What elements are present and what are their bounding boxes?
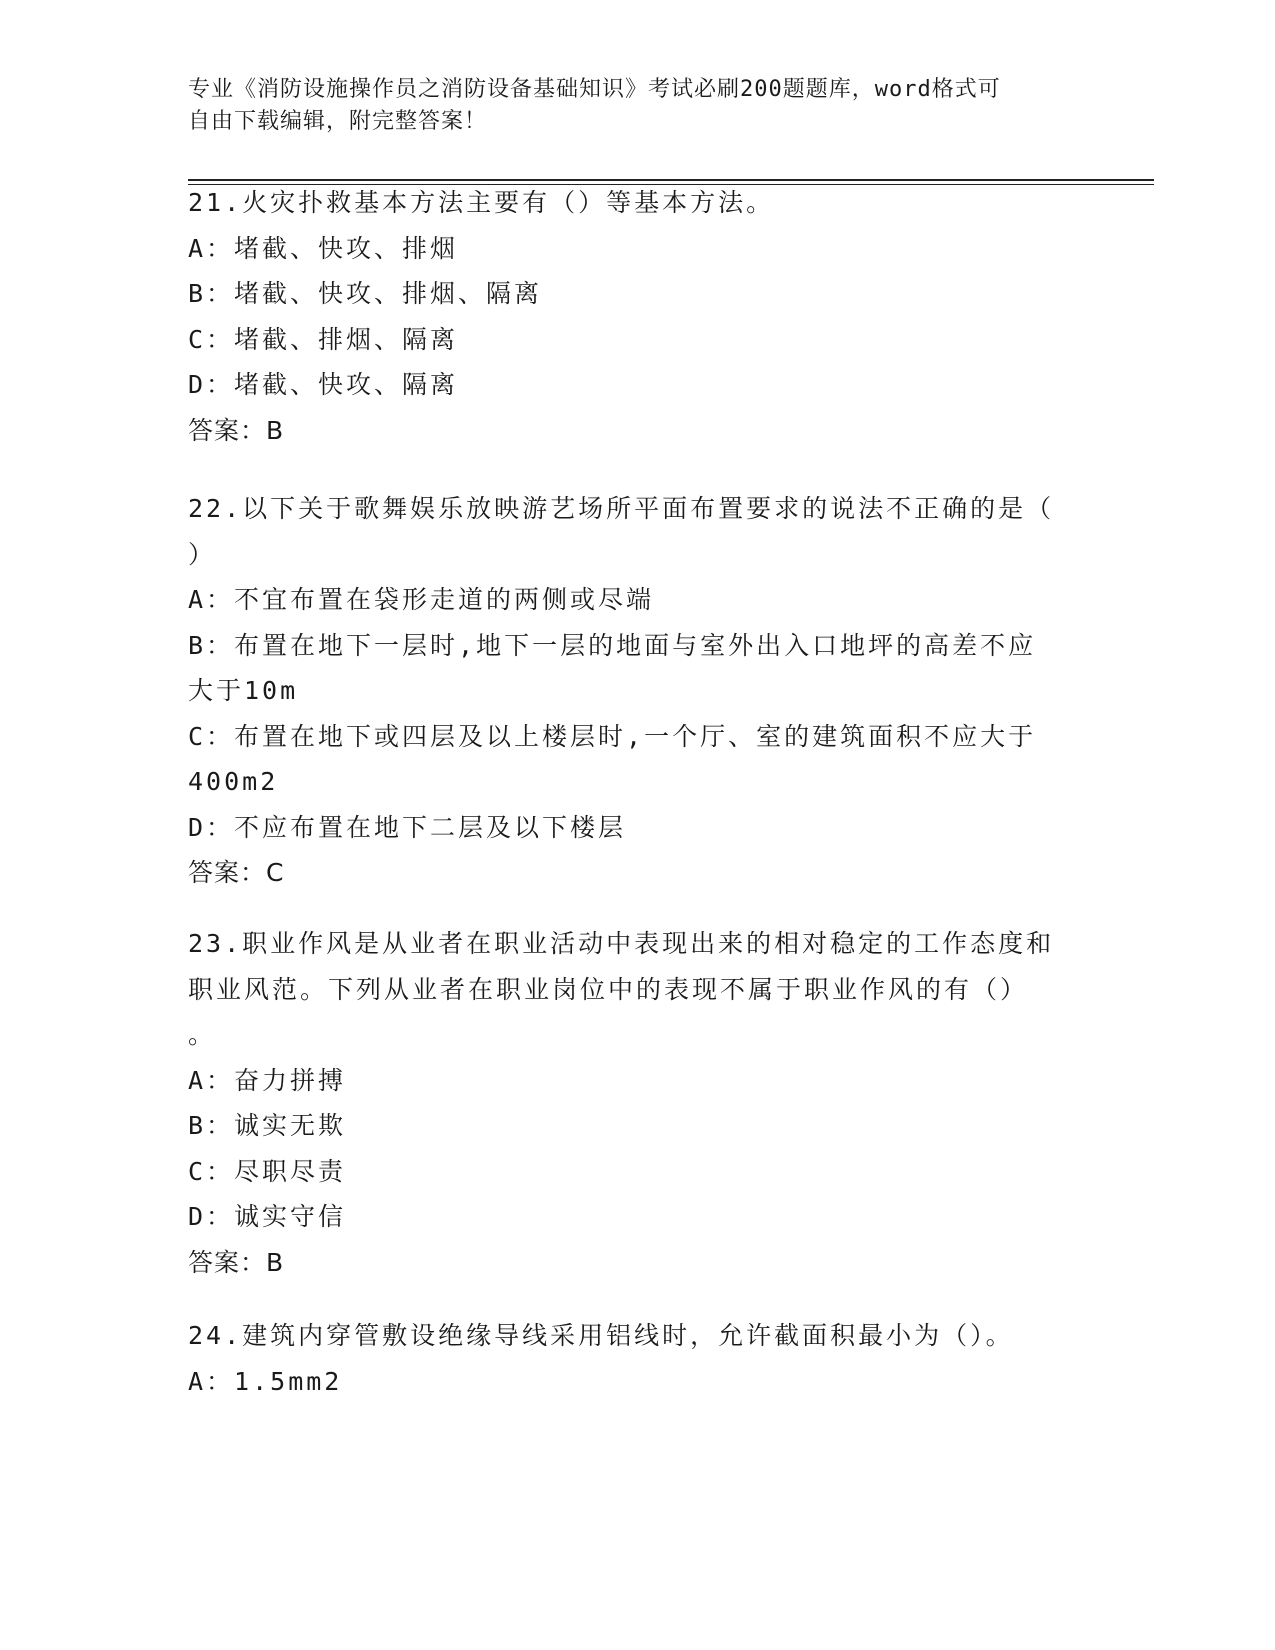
option-b: B：堵截、快攻、排烟、隔离 — [188, 279, 543, 308]
option-d: D：诚实守信 — [188, 1202, 347, 1231]
option-a: A：不宜布置在袋形走道的两侧或尽端 — [188, 585, 655, 614]
header-line-1: 专业《消防设施操作员之消防设备基础知识》考试必刷200题题库，word格式可 — [188, 77, 1001, 102]
question-stem: 24.建筑内穿管敷设绝缘导线采用铝线时，允许截面积最小为（）。 — [188, 1321, 1014, 1350]
option-a: A：堵截、快攻、排烟 — [188, 233, 459, 263]
question-stem-cont: ） — [188, 539, 217, 569]
answer: 答案：B — [188, 1247, 285, 1277]
option-b: B：布置在地下一层时,地下一层的地面与室外出入口地坪的高差不应 — [188, 630, 1037, 660]
question-24 — [188, 1313, 1078, 1404]
question-21 — [188, 180, 1078, 453]
option-b: B：诚实无欺 — [188, 1111, 347, 1140]
question-stem-cont: 职业风范。下列从业者在职业岗位中的表现不属于职业作风的有（） — [188, 974, 1029, 1004]
option-c: C：尽职尽责 — [188, 1156, 347, 1186]
question-stem: 23.职业作风是从业者在职业活动中表现出来的相对稳定的工作态度和 — [188, 929, 1055, 958]
question-23 — [188, 921, 1078, 1285]
document-header — [188, 74, 1068, 138]
answer: 答案：B — [188, 415, 285, 445]
option-a: A：奋力拼搏 — [188, 1065, 347, 1095]
option-c-cont: 400m2 — [188, 767, 279, 796]
option-a: A：1.5mm2 — [188, 1366, 343, 1396]
question-22 — [188, 486, 1078, 896]
answer: 答案：C — [188, 858, 285, 887]
question-stem-cont: 。 — [188, 1020, 217, 1049]
option-c: C：布置在地下或四层及以上楼层时,一个厅、室的建筑面积不应大于 — [188, 721, 1037, 751]
option-b-cont: 大于10m — [188, 676, 299, 705]
question-stem: 21.火灾扑救基本方法主要有（）等基本方法。 — [188, 188, 775, 217]
option-d: D：不应布置在地下二层及以下楼层 — [188, 812, 627, 842]
header-line-2: 自由下载编辑，附完整答案！ — [188, 109, 488, 134]
question-stem: 22.以下关于歌舞娱乐放映游艺场所平面布置要求的说法不正确的是（ — [188, 494, 1055, 523]
option-c: C：堵截、排烟、隔离 — [188, 324, 459, 354]
option-d: D：堵截、快攻、隔离 — [188, 370, 459, 399]
